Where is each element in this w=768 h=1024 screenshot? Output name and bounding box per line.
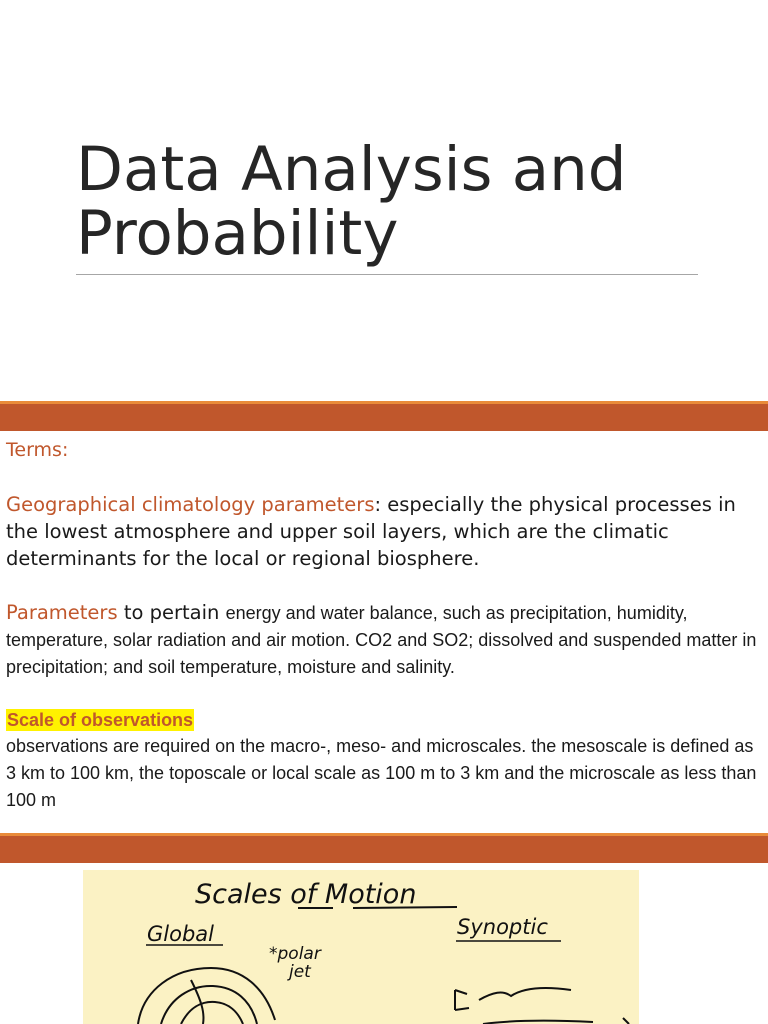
label-synoptic: Synoptic — [457, 915, 548, 939]
title-slide — [0, 0, 768, 400]
sketch-underline-motion — [353, 907, 457, 908]
params-term: Parameters — [6, 601, 118, 624]
page-title — [76, 134, 716, 269]
params-paragraph — [6, 599, 766, 681]
label-global: Global — [147, 922, 214, 946]
terms-slide — [0, 431, 768, 833]
slide-separator-top — [0, 401, 768, 431]
sketch-title: Scales of Motion — [195, 879, 417, 910]
params-lead: to pertain — [117, 601, 226, 624]
globe-drawing — [138, 968, 275, 1024]
terms-heading: Terms: — [6, 439, 69, 461]
geo-paragraph — [6, 491, 766, 572]
slide-separator-bottom — [0, 833, 768, 863]
label-polar-jet-2: jet — [289, 962, 311, 982]
geo-definition: : especially the physical processes in the lowest atmosphere and upper soil layers, which are the climatic determinants for the local or regional biosphere. — [6, 493, 736, 570]
title-divider — [76, 274, 698, 275]
title-line-1: Data Analysis and — [76, 134, 627, 205]
title-line-2: Probability — [76, 198, 399, 269]
synoptic-drawing — [455, 988, 629, 1024]
params-text: energy and water balance, such as precipitation, humidity, temperature, solar radiation and air motion. CO2 and SO2; dissolved and suspended matter in precipitation; and soil temperature, moisture and salinity. — [6, 603, 757, 677]
scale-paragraph: observations are required on the macro-, meso- and microscales. the mesoscale is defined as 3 km to 100 km, the toposcale or local scale as 100 m to 3 km and the microscale as less than 100 m — [6, 736, 757, 810]
label-polar-jet-1: *polar — [269, 944, 321, 964]
geo-term: Geographical climatology parameters — [6, 493, 375, 516]
scale-heading: Scale of observations — [7, 710, 194, 730]
scales-of-motion-sketch — [83, 870, 639, 1024]
